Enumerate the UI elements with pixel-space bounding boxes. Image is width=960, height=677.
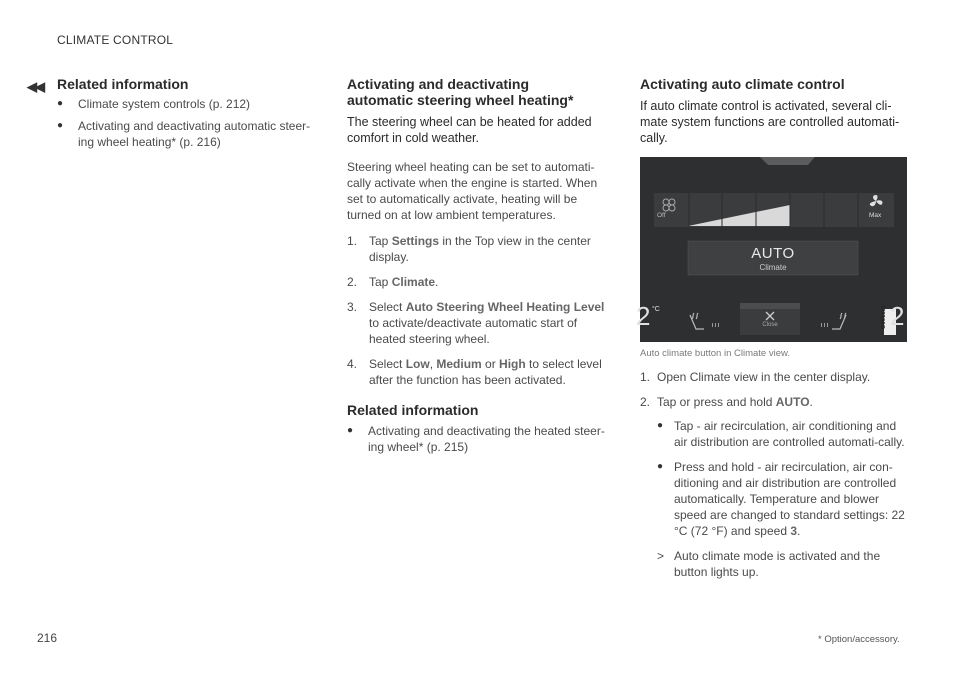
lead-paragraph: The steering wheel can be heated for added comfort in cold weather. bbox=[347, 115, 592, 145]
related-info-list bbox=[57, 96, 315, 150]
footnote: * Option/accessory. bbox=[818, 634, 900, 645]
body-paragraph: Steering wheel heating can be set to automati-cally activate when the engine is started. When set to automatically activate, heating will be turned on at low ambient temperatures. bbox=[347, 160, 598, 222]
max-label: Max bbox=[869, 212, 882, 219]
related-info-heading: Related information bbox=[347, 402, 479, 418]
off-label: Off bbox=[657, 212, 666, 219]
step-item: 3. Select Auto Steering Wheel Heating Level to activate/deactivate automatic start of heated steering wheel. bbox=[347, 300, 605, 346]
bullet-icon: ● bbox=[657, 420, 664, 431]
ui-term: AUTO bbox=[775, 395, 810, 409]
ui-term: High bbox=[499, 357, 526, 371]
ui-term: Auto Steering Wheel Heating Level bbox=[405, 300, 605, 314]
section-heading: Activating auto climate control bbox=[640, 76, 845, 92]
column-related-info bbox=[57, 76, 315, 156]
continued-marker: ◀◀ bbox=[27, 79, 43, 94]
list-item: ● Tap - air recirculation, air conditioning and air distribution are controlled automati-cally. bbox=[657, 419, 905, 449]
steps-list bbox=[640, 369, 910, 580]
temp-right[interactable]: 2 bbox=[890, 301, 905, 331]
bullet-icon: ● bbox=[657, 461, 664, 472]
lead-paragraph: If auto climate control is activated, several cli-mate system functions are controlled automati-cally. bbox=[640, 99, 900, 145]
result-text: > Auto climate mode is activated and the button lights up. bbox=[657, 549, 881, 579]
list-item[interactable] bbox=[347, 423, 612, 455]
bullet-icon: ● bbox=[347, 425, 354, 436]
related-link[interactable]: Activating and deactivating the heated steer-ing wheel* (p. 215) bbox=[368, 424, 605, 454]
sub-list bbox=[657, 418, 910, 539]
ui-term: Low bbox=[405, 357, 430, 371]
related-info-list bbox=[347, 423, 612, 455]
column-auto-climate bbox=[636, 76, 910, 589]
bullet-icon: ● bbox=[57, 98, 64, 109]
temp-left[interactable]: 2 bbox=[636, 301, 651, 331]
temp-unit: °C bbox=[652, 306, 660, 313]
result-marker: > bbox=[657, 549, 665, 563]
column-steering-wheel bbox=[347, 76, 612, 461]
ui-term: Climate bbox=[391, 275, 436, 289]
related-info-heading: Related information bbox=[57, 76, 189, 92]
ui-term: Medium bbox=[436, 357, 482, 371]
section-heading: Activating and deactivating automatic steering wheel heating* bbox=[347, 76, 574, 108]
list-item: ● Press and hold - air recirculation, air con-ditioning and air distribution are controlled automatically. Temperature and blower speed are changed to standard settings: 22 °C (72 °F) and speed 3. bbox=[657, 460, 905, 538]
climate-view-screenshot bbox=[636, 157, 907, 342]
step-item: 2. Tap or press and hold AUTO. ● Tap - air recirculation, air conditioning and air distribution are controlled automati-cally. ● Press and hold - air recirculation, air con-ditioning and air distribution are controlled automatically. Temperature and blower speed are changed to standard settings: 22 °C (72 °F) and speed 3. > Auto climate mode is activated and the button lights up. bbox=[640, 394, 910, 580]
step-item: 2. Tap Climate. bbox=[347, 275, 439, 289]
related-link[interactable]: Climate system controls (p. 212) bbox=[78, 97, 251, 111]
step-item: 1. Tap Settings in the Top view in the center display. bbox=[347, 234, 591, 264]
list-item[interactable] bbox=[57, 118, 315, 150]
list-item[interactable] bbox=[57, 96, 315, 112]
step-item: 1. Open Climate view in the center display. bbox=[640, 370, 871, 384]
bullet-icon: ● bbox=[57, 120, 64, 131]
auto-button-label[interactable]: AUTO bbox=[751, 245, 795, 262]
ui-term: 3 bbox=[790, 524, 798, 538]
related-link[interactable]: Activating and deactivating automatic steer-ing wheel heating* (p. 216) bbox=[78, 119, 311, 149]
page-number: 216 bbox=[37, 631, 58, 645]
ui-term: Settings bbox=[391, 234, 440, 248]
climate-sub-label: Climate bbox=[759, 263, 787, 272]
image-code: G061115 bbox=[881, 304, 887, 329]
figure-caption: Auto climate button in Climate view. bbox=[640, 348, 790, 359]
section-header: CLIMATE CONTROL bbox=[57, 33, 174, 47]
step-item: 4. Select Low, Medium or High to select level after the function has been activated. bbox=[347, 357, 602, 387]
close-label: Close bbox=[762, 322, 778, 328]
steps-list bbox=[347, 233, 612, 388]
